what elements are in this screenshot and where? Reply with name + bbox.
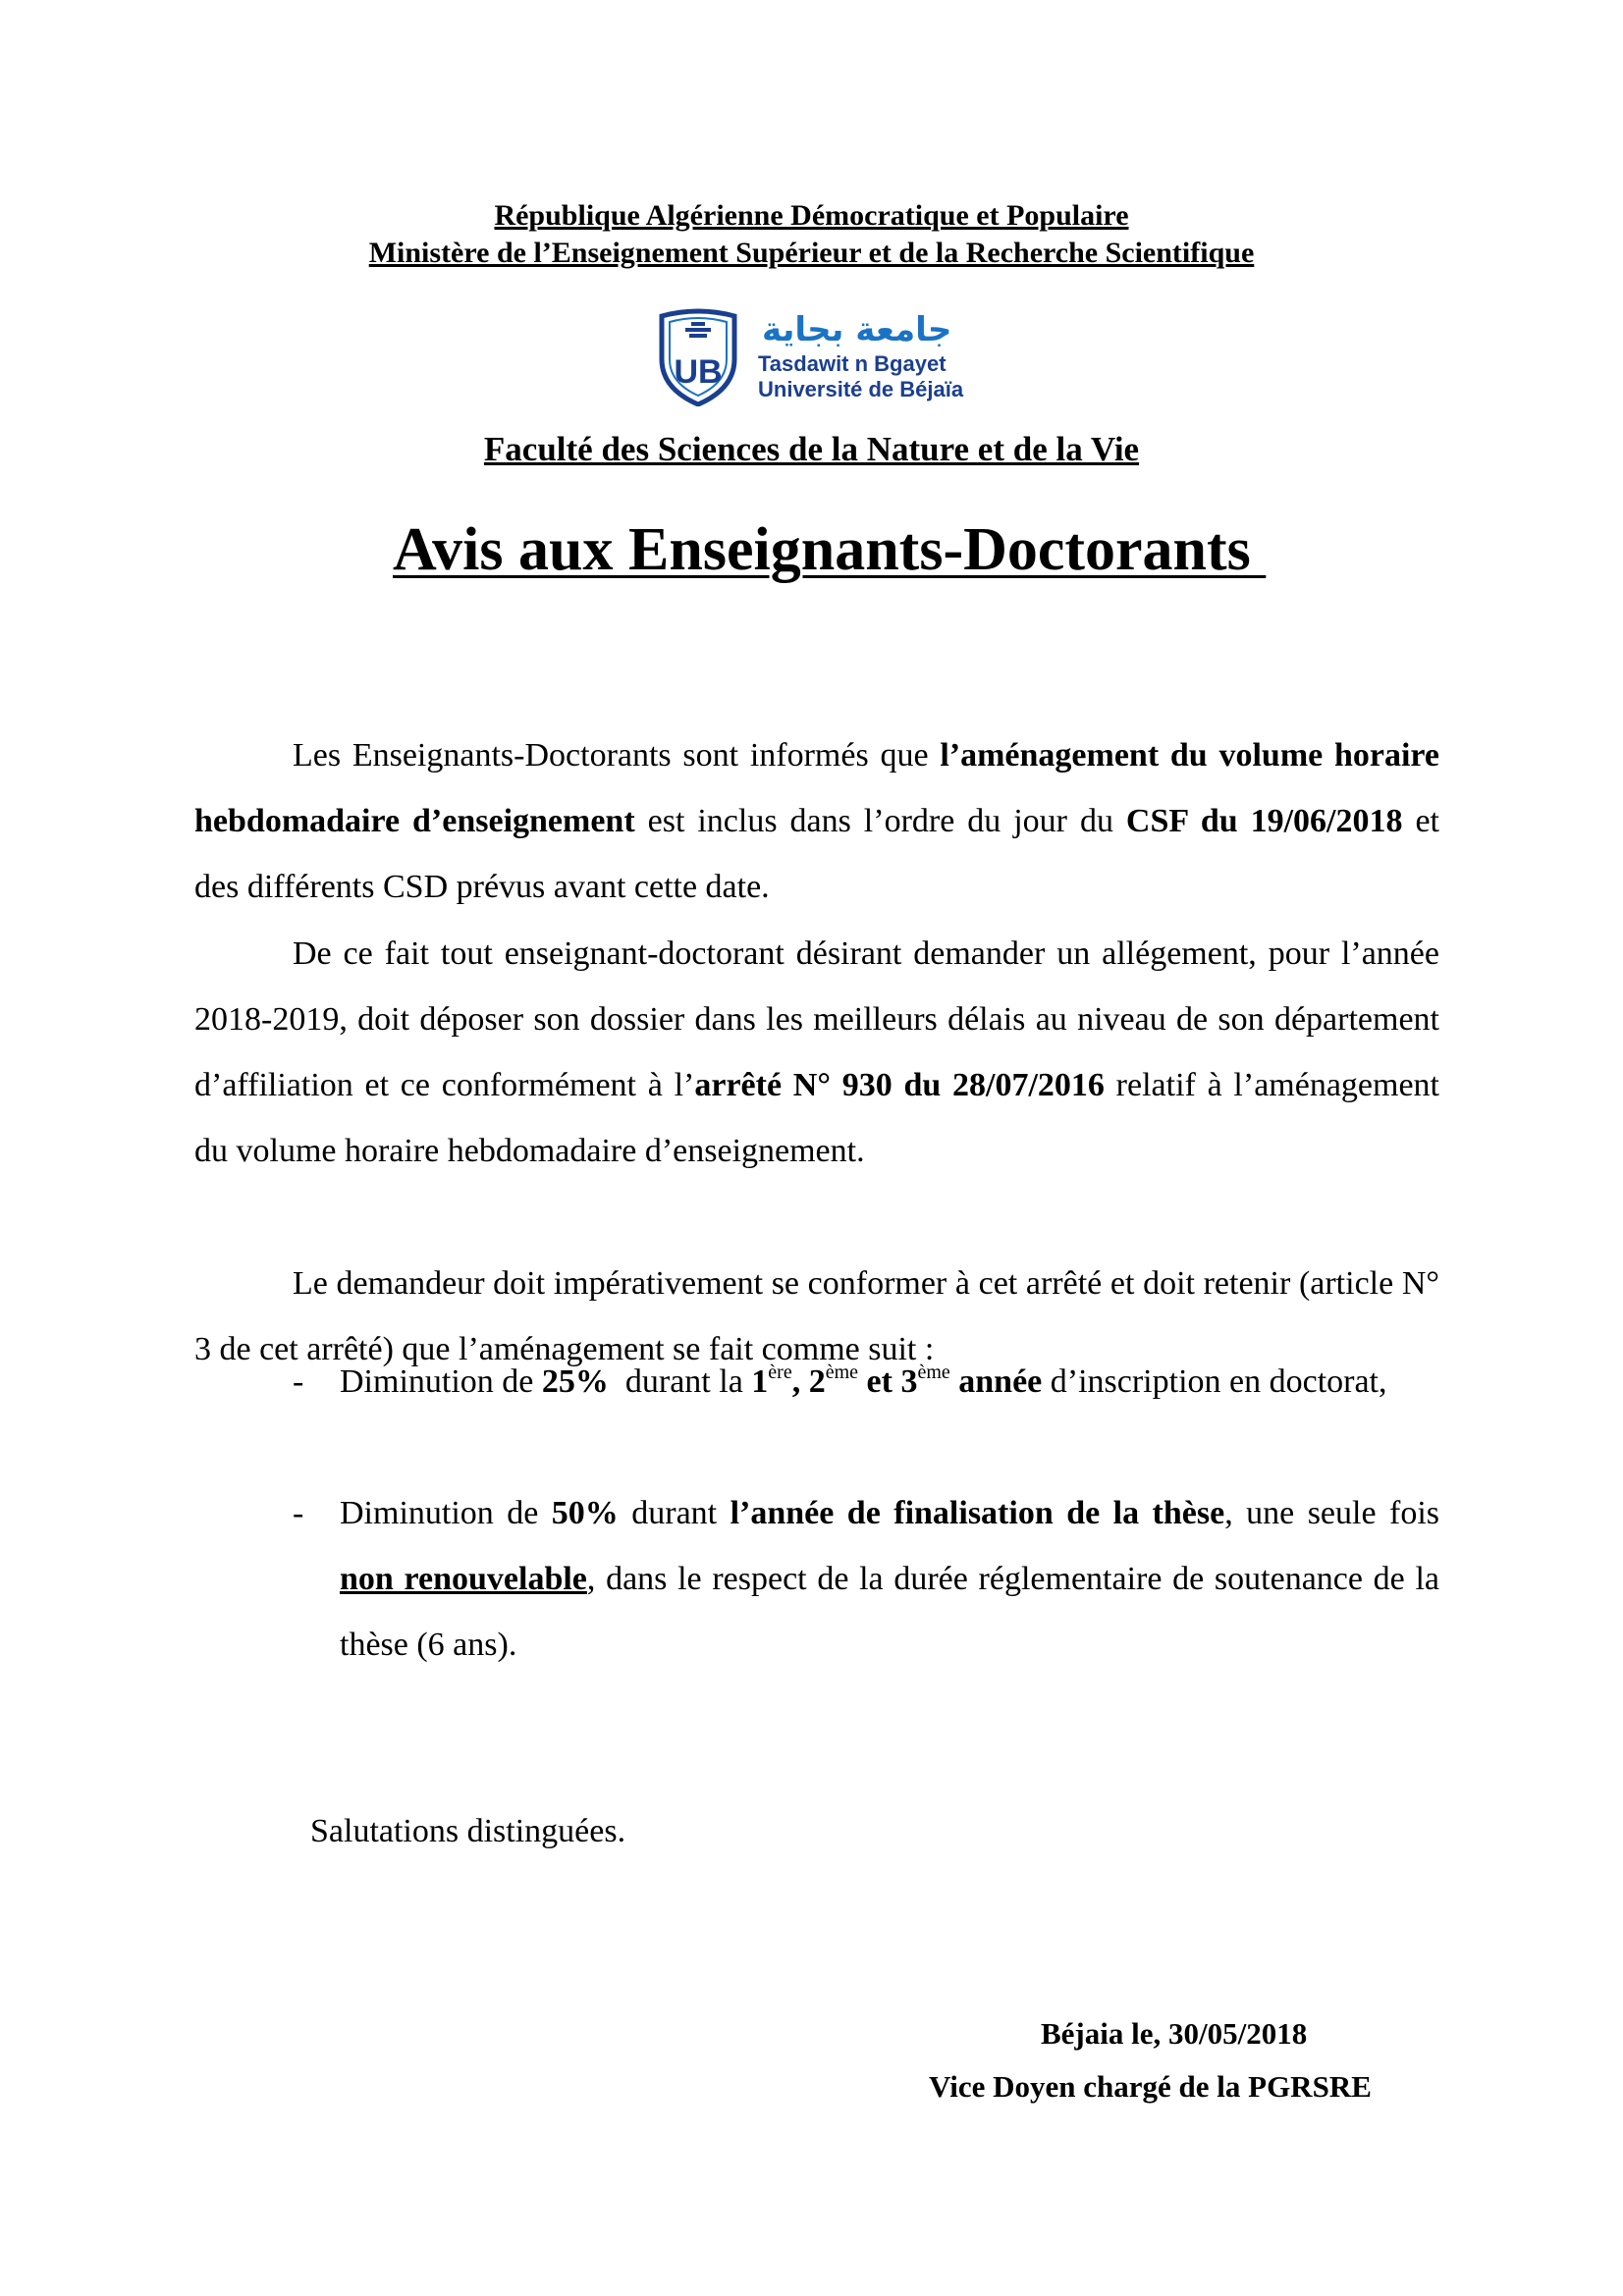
b2-text-3: , une seule fois [1224,1495,1440,1531]
para1-text-2: est inclus dans l’ordre du jour du [634,803,1126,839]
logo-arabic-name: جامعة بجاية [762,310,952,349]
faculty-name [0,428,1623,471]
header-ministry-text: Ministère de l’Enseignement Supérieur et de la Recherche Scientifique [368,237,1255,269]
b1-bold-1: 25% [541,1363,609,1400]
header-ministry [0,234,1623,273]
faculty-name-text: Faculté des Sciences de la Nature et de la Vie [483,430,1140,468]
bullet-dash-1: - [293,1363,304,1400]
logo-kabyle-name: Tasdawit n Bgayet [758,351,947,376]
para1-bold-1: l’aménagement du volume horaire hebdomadaire d’enseignement [194,737,1440,839]
b1-sup-1: ère [768,1362,792,1383]
svg-text:UB: UB [674,353,723,391]
paragraph-2 [194,921,1439,1184]
paragraph-1 [194,722,1439,920]
b1-bold-3: , 2 [791,1363,826,1400]
b1-sup-2: ème [825,1362,859,1383]
b2-text-1: Diminution de [340,1495,552,1531]
header-republic [0,196,1623,236]
salutation: Salutations distinguées. [310,1813,626,1849]
b1-sup-3: ème [917,1362,950,1383]
b2-bold-1: 50% [551,1495,619,1531]
para2-text-2: relatif à l’aménagement du volume horaire hebdomadaire d’enseignement. [194,1067,1439,1169]
bullet-text-2 [340,1480,1439,1678]
para1-bold-2: CSF du 19/06/2018 [1125,803,1403,839]
bullet-text-1 [340,1349,1439,1415]
b1-bold-2: 1 [751,1363,769,1400]
university-shield-icon [656,308,740,406]
b2-text-2: durant [618,1495,730,1531]
para1-text-1: Les Enseignants-Doctorants sont informés que [293,737,941,774]
b2-bold-2: l’année de finalisation de la thèse [730,1495,1225,1531]
b1-text-1: Diminution de [340,1363,542,1400]
b1-text-3: d’inscription en doctorat, [1042,1363,1387,1400]
university-logo [656,308,966,406]
logo-french-name: Université de Béjaïa [758,377,964,401]
b1-text-2: durant la [608,1363,752,1400]
b1-bold-4: et 3 [858,1363,918,1400]
b2-underline-1: non renouvelable [340,1561,587,1597]
bullet-dash-2: - [293,1495,304,1531]
para2-bold-1: arrêté N° 930 du 28/07/2016 [694,1067,1105,1103]
notice-title: Avis aux Enseignants-Doctorants [393,516,1267,583]
signature-role: Vice Doyen chargé de la PGRSRE [929,2069,1372,2104]
para1-text-3: et des différents CSD prévus avant cette date. [194,803,1439,905]
para2-text-1: De ce fait tout enseignant-doctorant désirant demander un allégement, pour l’année 2018-2019, doit déposer son dossier dans les meilleurs délais au niveau de son département d’affiliation et ce conformément à l’ [194,935,1439,1103]
signature-date: Béjaia le, 30/05/2018 [1041,2016,1308,2051]
header-republic-text: République Algérienne Démocratique et Populaire [494,199,1129,232]
para3-text-1: Le demandeur doit impérativement se conformer à cet arrêté et doit retenir (article N° 3 de cet arrêté) que l’aménagement se fait comme suit : [194,1265,1439,1367]
b2-text-4: , dans le respect de la durée réglementaire de soutenance de la thèse (6 ans). [340,1561,1439,1663]
b1-bold-5: année [949,1363,1043,1400]
